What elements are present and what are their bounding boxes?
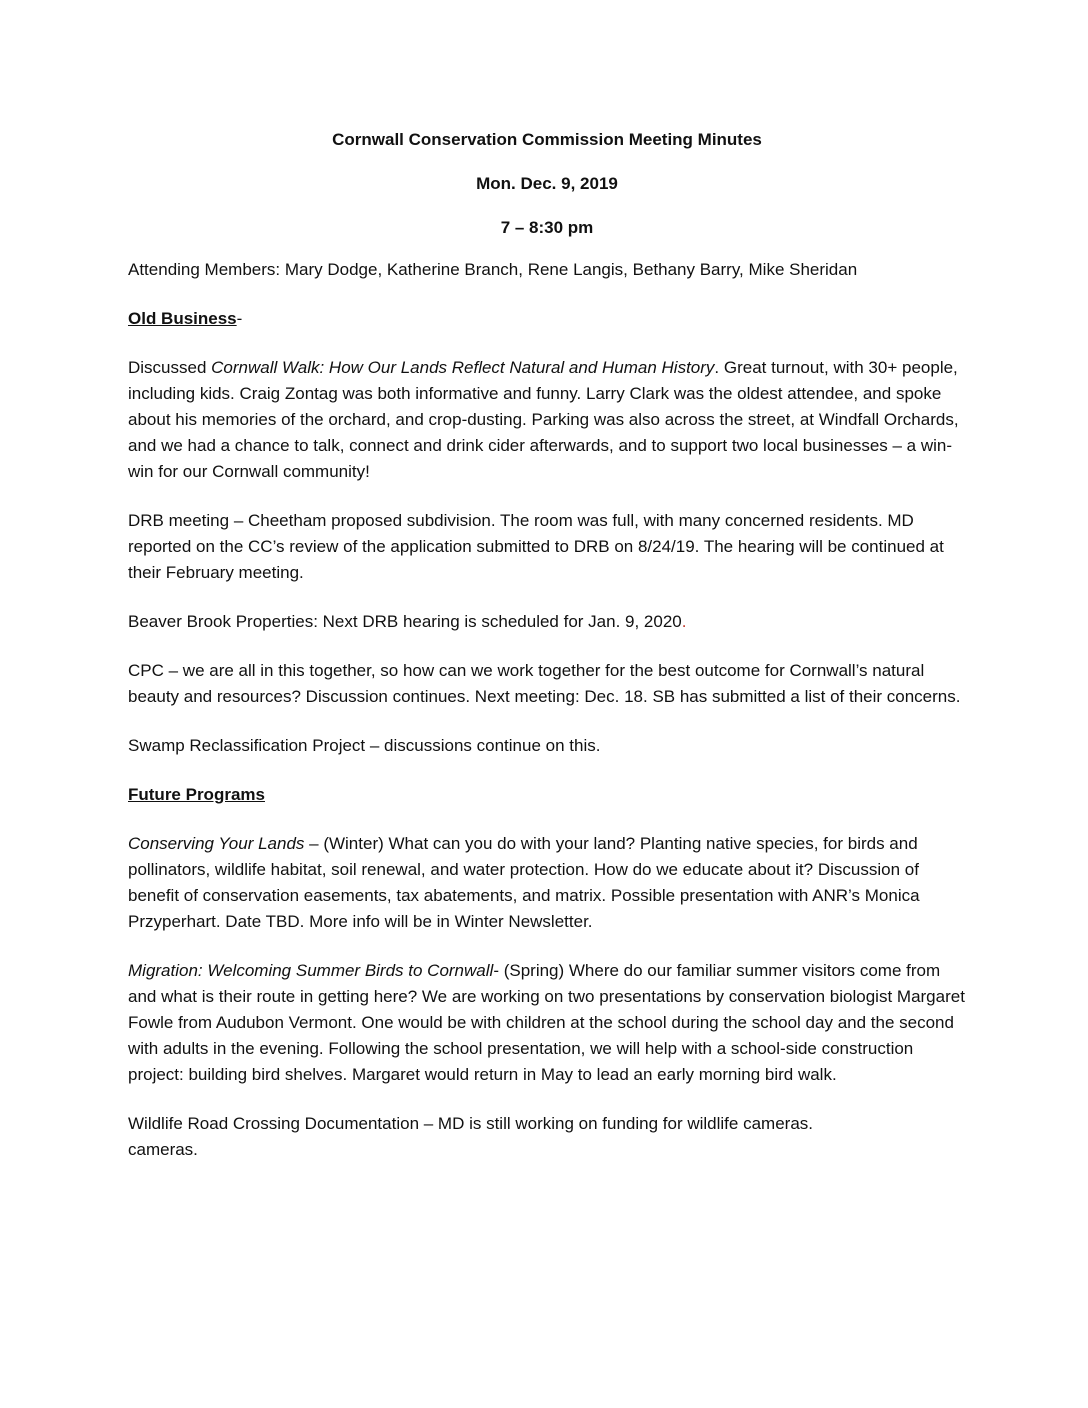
beaver-brook-text: Beaver Brook Properties: Next DRB hearing is scheduled for Jan. 9, 2020	[128, 612, 682, 631]
attending-members: Attending Members: Mary Dodge, Katherine Branch, Rene Langis, Bethany Barry, Mike Sheridan	[128, 260, 858, 279]
future-programs-heading-line	[128, 782, 966, 808]
beaver-brook-paragraph	[128, 609, 966, 635]
future-programs-heading: Future Programs	[128, 785, 265, 804]
wildlife-overflow: cameras.	[128, 1140, 198, 1159]
drb-paragraph: DRB meeting – Cheetham proposed subdivision. The room was full, with many concerned residents. MD reported on the CC’s review of the application submitted to DRB on 8/24/19. The hearing will be continued at their February meeting.	[128, 511, 944, 582]
minutes-body	[128, 127, 966, 1186]
cpc-paragraph: CPC – we are all in this together, so how can we work together for the best outcome for Cornwall’s natural beauty and resources? Discussion continues. Next meeting: Dec. 18. SB has submitted a list of their concerns.	[128, 661, 961, 706]
migration-body: - (Spring) Where do our familiar summer visitors come from and what is their route in getting here? We are working on two presentations by conservation biologist Margaret Fowle from Audubon Vermont. One would be with children at the school during the school day and the second with adults in the evening. Following the school presentation, we will help with a school-side construction project: building bird shelves. Margaret would return in May to lead an early morning bird walk.	[128, 961, 965, 1084]
old-business-heading: Old Business	[128, 309, 237, 328]
swamp-paragraph: Swamp Reclassification Project – discussions continue on this.	[128, 736, 601, 755]
document-title: Cornwall Conservation Commission Meeting Minutes	[332, 130, 762, 149]
walk-title: Cornwall Walk: How Our Lands Reflect Natural and Human History	[211, 358, 715, 377]
beaver-brook-end: .	[681, 612, 687, 631]
conserving-title: Conserving Your Lands	[128, 834, 305, 853]
conserving-paragraph	[128, 831, 966, 935]
conserving-body: – (Winter) What can you do with your land? Planting native species, for birds and pollinators, wildlife habitat, soil renewal, and water protection. How do we educate about it? Discussion of benefit of conservation easements, tax abatements, and matrix. Possible presentation with ANR’s Monica Przyperhart. Date TBD. More info will be in Winter Newsletter.	[128, 834, 920, 931]
meeting-date: Mon. Dec. 9, 2019	[476, 174, 618, 193]
walk-lead: Discussed	[128, 358, 212, 377]
migration-title: Migration: Welcoming Summer Birds to Cornwall	[128, 961, 494, 980]
old-business-heading-suffix: -	[236, 309, 243, 328]
wildlife-paragraph	[128, 1111, 966, 1163]
migration-paragraph	[128, 958, 966, 1088]
meeting-time: 7 – 8:30 pm	[500, 218, 594, 237]
old-business-heading-line	[128, 306, 966, 332]
wildlife-text: Wildlife Road Crossing Documentation – MD is still working on funding for wildlife cameras.	[128, 1114, 813, 1133]
walk-paragraph	[128, 355, 966, 485]
walk-body: . Great turnout, with 30+ people, including kids. Craig Zontag was both informative and funny. Larry Clark was the oldest attendee, and spoke about his memories of the orchard, and crop-dusting. Parking was also across the street, at Windfall Orchards, and we had a chance to talk, connect and drink cider afterwards, and to support two local businesses – a win-win for our Cornwall community!	[128, 358, 959, 481]
